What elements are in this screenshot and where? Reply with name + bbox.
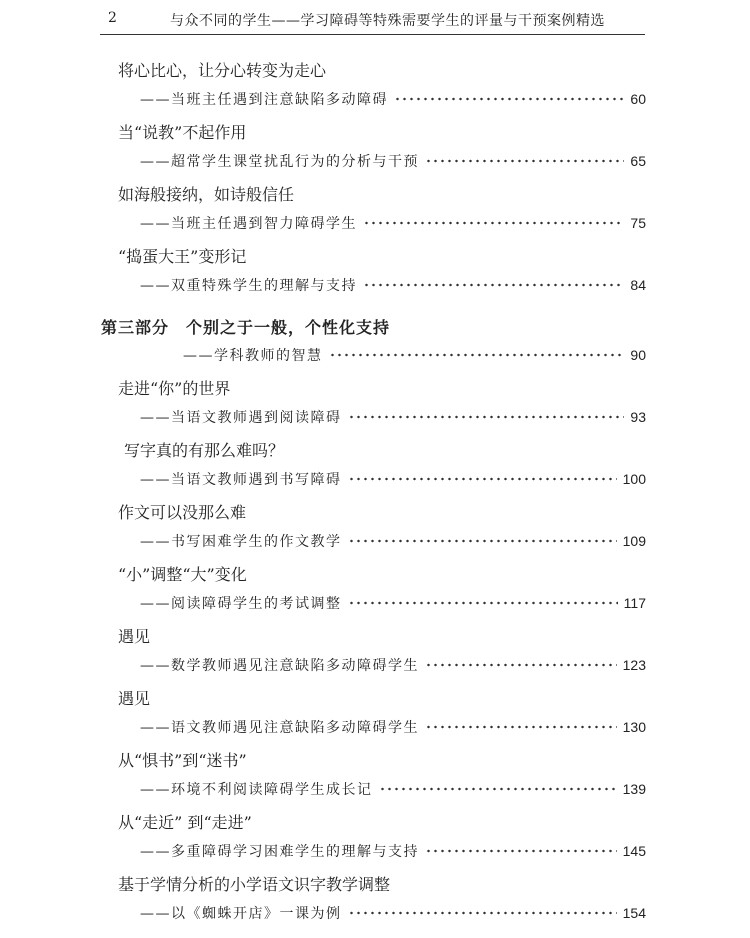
toc-entry-subtitle: ——学科教师的智慧: [183, 348, 323, 364]
toc-entry-title: 当“说教”不起作用: [118, 123, 247, 142]
page-number: 2: [108, 10, 117, 26]
toc-entry-line: [140, 593, 646, 613]
dot-leader: [363, 283, 624, 287]
dot-leader: [348, 911, 617, 915]
dot-leader: [348, 477, 617, 481]
toc-entry-title: 将心比心，让分心转变为走心: [118, 61, 327, 80]
toc-entry-subtitle: ——超常学生课堂扰乱行为的分析与干预: [140, 154, 419, 170]
toc-entry-line: [140, 469, 646, 489]
dot-leader: [379, 787, 617, 791]
toc-page-number: 93: [630, 409, 646, 425]
toc-entry-line: [140, 151, 646, 171]
toc-entry-title: 遇见: [118, 627, 151, 646]
toc-page-number: 109: [622, 533, 646, 549]
toc-entry-title: “小”调整“大”变化: [118, 565, 247, 584]
toc-page-number: 65: [630, 153, 646, 169]
toc-page-number: 139: [622, 781, 646, 797]
toc-entry-subtitle: ——书写困难学生的作文教学: [140, 534, 342, 550]
dot-leader: [348, 601, 618, 605]
toc-entry-line: [140, 407, 646, 427]
toc-entry-line: [140, 779, 646, 799]
toc-entry-line: [183, 345, 646, 365]
toc-entry-line: [140, 717, 646, 737]
toc-entry-title: 从“走近” 到“走进”: [118, 813, 252, 832]
toc-entry-line: [140, 841, 646, 861]
dot-leader: [348, 539, 617, 543]
toc-entry-subtitle: ——数学教师遇见注意缺陷多动障碍学生: [140, 658, 419, 674]
toc-entry-subtitle: ——双重特殊学生的理解与支持: [140, 278, 357, 294]
toc-page-number: 90: [630, 347, 646, 363]
toc-entry-line: [140, 655, 646, 675]
dot-leader: [394, 97, 624, 101]
dot-leader: [425, 663, 617, 667]
toc-entry-subtitle: ——语文教师遇见注意缺陷多动障碍学生: [140, 720, 419, 736]
toc-entry-title: 从“惧书”到“迷书”: [118, 751, 247, 770]
toc-entry-subtitle: ——当班主任遇到注意缺陷多动障碍: [140, 92, 388, 108]
dot-leader: [425, 849, 617, 853]
running-title: 与众不同的学生——学习障碍等特殊需要学生的评量与干预案例精选: [170, 13, 605, 29]
toc-page-number: 100: [622, 471, 646, 487]
toc-entry-subtitle: ——当班主任遇到智力障碍学生: [140, 216, 357, 232]
toc-entry-line: [140, 531, 646, 551]
toc-entry-title: “捣蛋大王”变形记: [118, 247, 247, 266]
toc-page-number: 117: [623, 595, 646, 611]
toc-page-number: 60: [630, 91, 646, 107]
toc-entry-subtitle: ——以《蜘蛛开店》一课为例: [140, 906, 342, 922]
toc-entry-subtitle: ——阅读障碍学生的考试调整: [140, 596, 342, 612]
dot-leader: [329, 353, 625, 357]
toc-entry-line: [140, 903, 646, 923]
toc-entry-title: 如海般接纳，如诗般信任: [118, 185, 295, 204]
toc-page-number: 154: [622, 905, 646, 921]
toc-entry-title: 写字真的有那么难吗？: [124, 441, 285, 460]
toc-entry-subtitle: ——当语文教师遇到书写障碍: [140, 472, 342, 488]
toc-entry-line: [140, 275, 646, 295]
toc-entry-subtitle: ——环境不利阅读障碍学生成长记: [140, 782, 373, 798]
toc-page-number: 84: [630, 277, 646, 293]
part-heading: 第三部分 个别之于一般，个性化支持: [101, 318, 391, 337]
toc-entry-title: 作文可以没那么难: [118, 503, 247, 522]
dot-leader: [348, 415, 625, 419]
dot-leader: [425, 725, 617, 729]
toc-entry-subtitle: ——当语文教师遇到阅读障碍: [140, 410, 342, 426]
toc-entry-title: 遇见: [118, 689, 151, 708]
dot-leader: [363, 221, 624, 225]
toc-entry-title: 基于学情分析的小学语文识字教学调整: [118, 875, 391, 894]
toc-entry-title: 走进“你”的世界: [118, 379, 231, 398]
toc-page-number: 75: [630, 215, 646, 231]
toc-entry-line: [140, 89, 646, 109]
toc-page-number: 123: [622, 657, 646, 673]
toc-page-number: 145: [622, 843, 646, 859]
toc-entry-subtitle: ——多重障碍学习困难学生的理解与支持: [140, 844, 419, 860]
toc-entry-line: [140, 213, 646, 233]
dot-leader: [425, 159, 624, 163]
toc-page-number: 130: [622, 719, 646, 735]
